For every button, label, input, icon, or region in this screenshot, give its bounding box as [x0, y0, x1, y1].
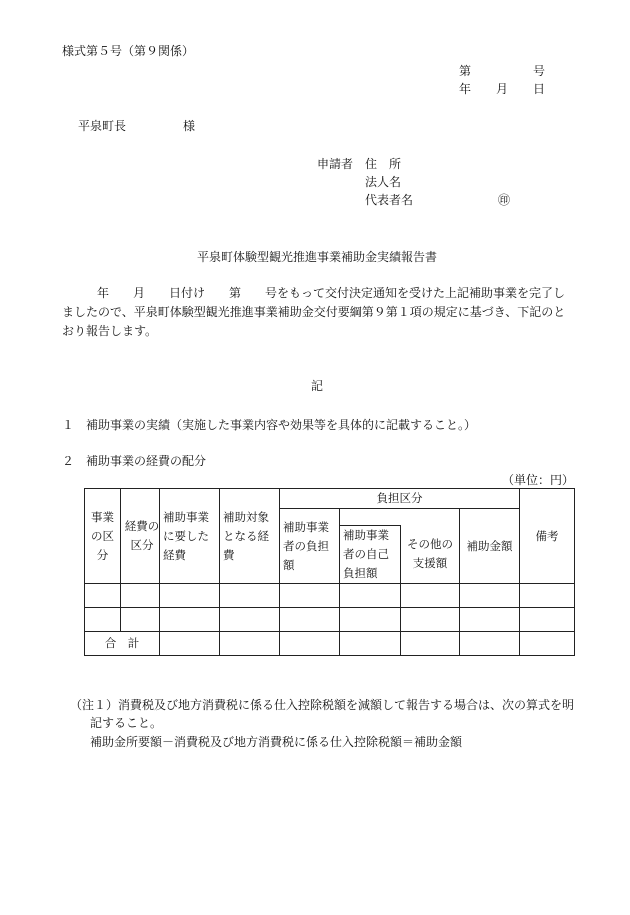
note-line-1: （注１）消費税及び地方消費税に係る仕入控除税額を減額して報告する場合は、次の算式を明	[70, 698, 575, 712]
header-jiko-futan: 補助事業者の自己負担額	[340, 526, 401, 584]
table-row	[85, 584, 575, 608]
total-label: 合 計	[85, 632, 160, 656]
body-line-2: ましたので、平泉町体験型観光推進事業補助金交付要綱第９第１項の規定に基づき、下記のと	[62, 305, 566, 319]
document-title: 平泉町体験型観光推進事業補助金実績報告書	[197, 250, 438, 264]
applicant-address: 住 所	[365, 157, 402, 171]
note-formula: 補助金所要額－消費税及び地方消費税に係る仕入控除税額＝補助金額	[90, 735, 463, 749]
doc-number-dai: 第	[459, 64, 472, 78]
expense-table	[84, 488, 575, 656]
note-line-2: 記すること。	[90, 716, 163, 730]
total-row	[85, 632, 575, 656]
applicant-label: 申請者	[317, 157, 354, 171]
seal-mark: ㊞	[498, 193, 511, 207]
header-sonota-shien: その他の支援額	[401, 526, 460, 584]
section-2: ２ 補助事業の経費の配分	[62, 454, 207, 468]
body-line-1: 年 月 日付け 第 号をもって交付決定通知を受けた上記補助事業を完了し	[97, 286, 566, 300]
header-sub-gap	[340, 509, 460, 526]
header-keihi-kubun: 経費の区分	[121, 489, 160, 584]
date-day: 日	[533, 82, 546, 96]
applicant-corporation: 法人名	[365, 175, 402, 189]
header-hojo-jigyosha-futan: 補助事業者の負担額	[280, 509, 340, 584]
addressee-name: 平泉町長	[78, 119, 127, 133]
header-yoshita-keihi: 補助事業に要した経費	[160, 489, 220, 584]
header-hojokin: 補助金額	[460, 509, 520, 584]
date-month: 月	[496, 82, 509, 96]
table-row	[85, 608, 575, 632]
addressee-sama: 様	[183, 119, 196, 133]
doc-number-go: 号	[533, 64, 546, 78]
body-line-3: おり報告します。	[62, 324, 158, 338]
unit-label: （単位：円）	[502, 473, 575, 487]
header-taisho-keihi: 補助対象となる経費	[220, 489, 280, 584]
header-futan-kubun: 負担区分	[280, 489, 520, 509]
header-jigyo-kubun: 事業の区分	[85, 489, 121, 584]
applicant-representative: 代表者名	[365, 193, 414, 207]
form-number: 様式第５号（第９関係）	[62, 44, 195, 58]
header-biko: 備考	[520, 489, 575, 584]
ki-heading: 記	[311, 379, 324, 393]
date-year: 年	[459, 82, 472, 96]
section-1: １ 補助事業の実績（実施した事業内容や効果等を具体的に記載すること。）	[62, 418, 477, 432]
